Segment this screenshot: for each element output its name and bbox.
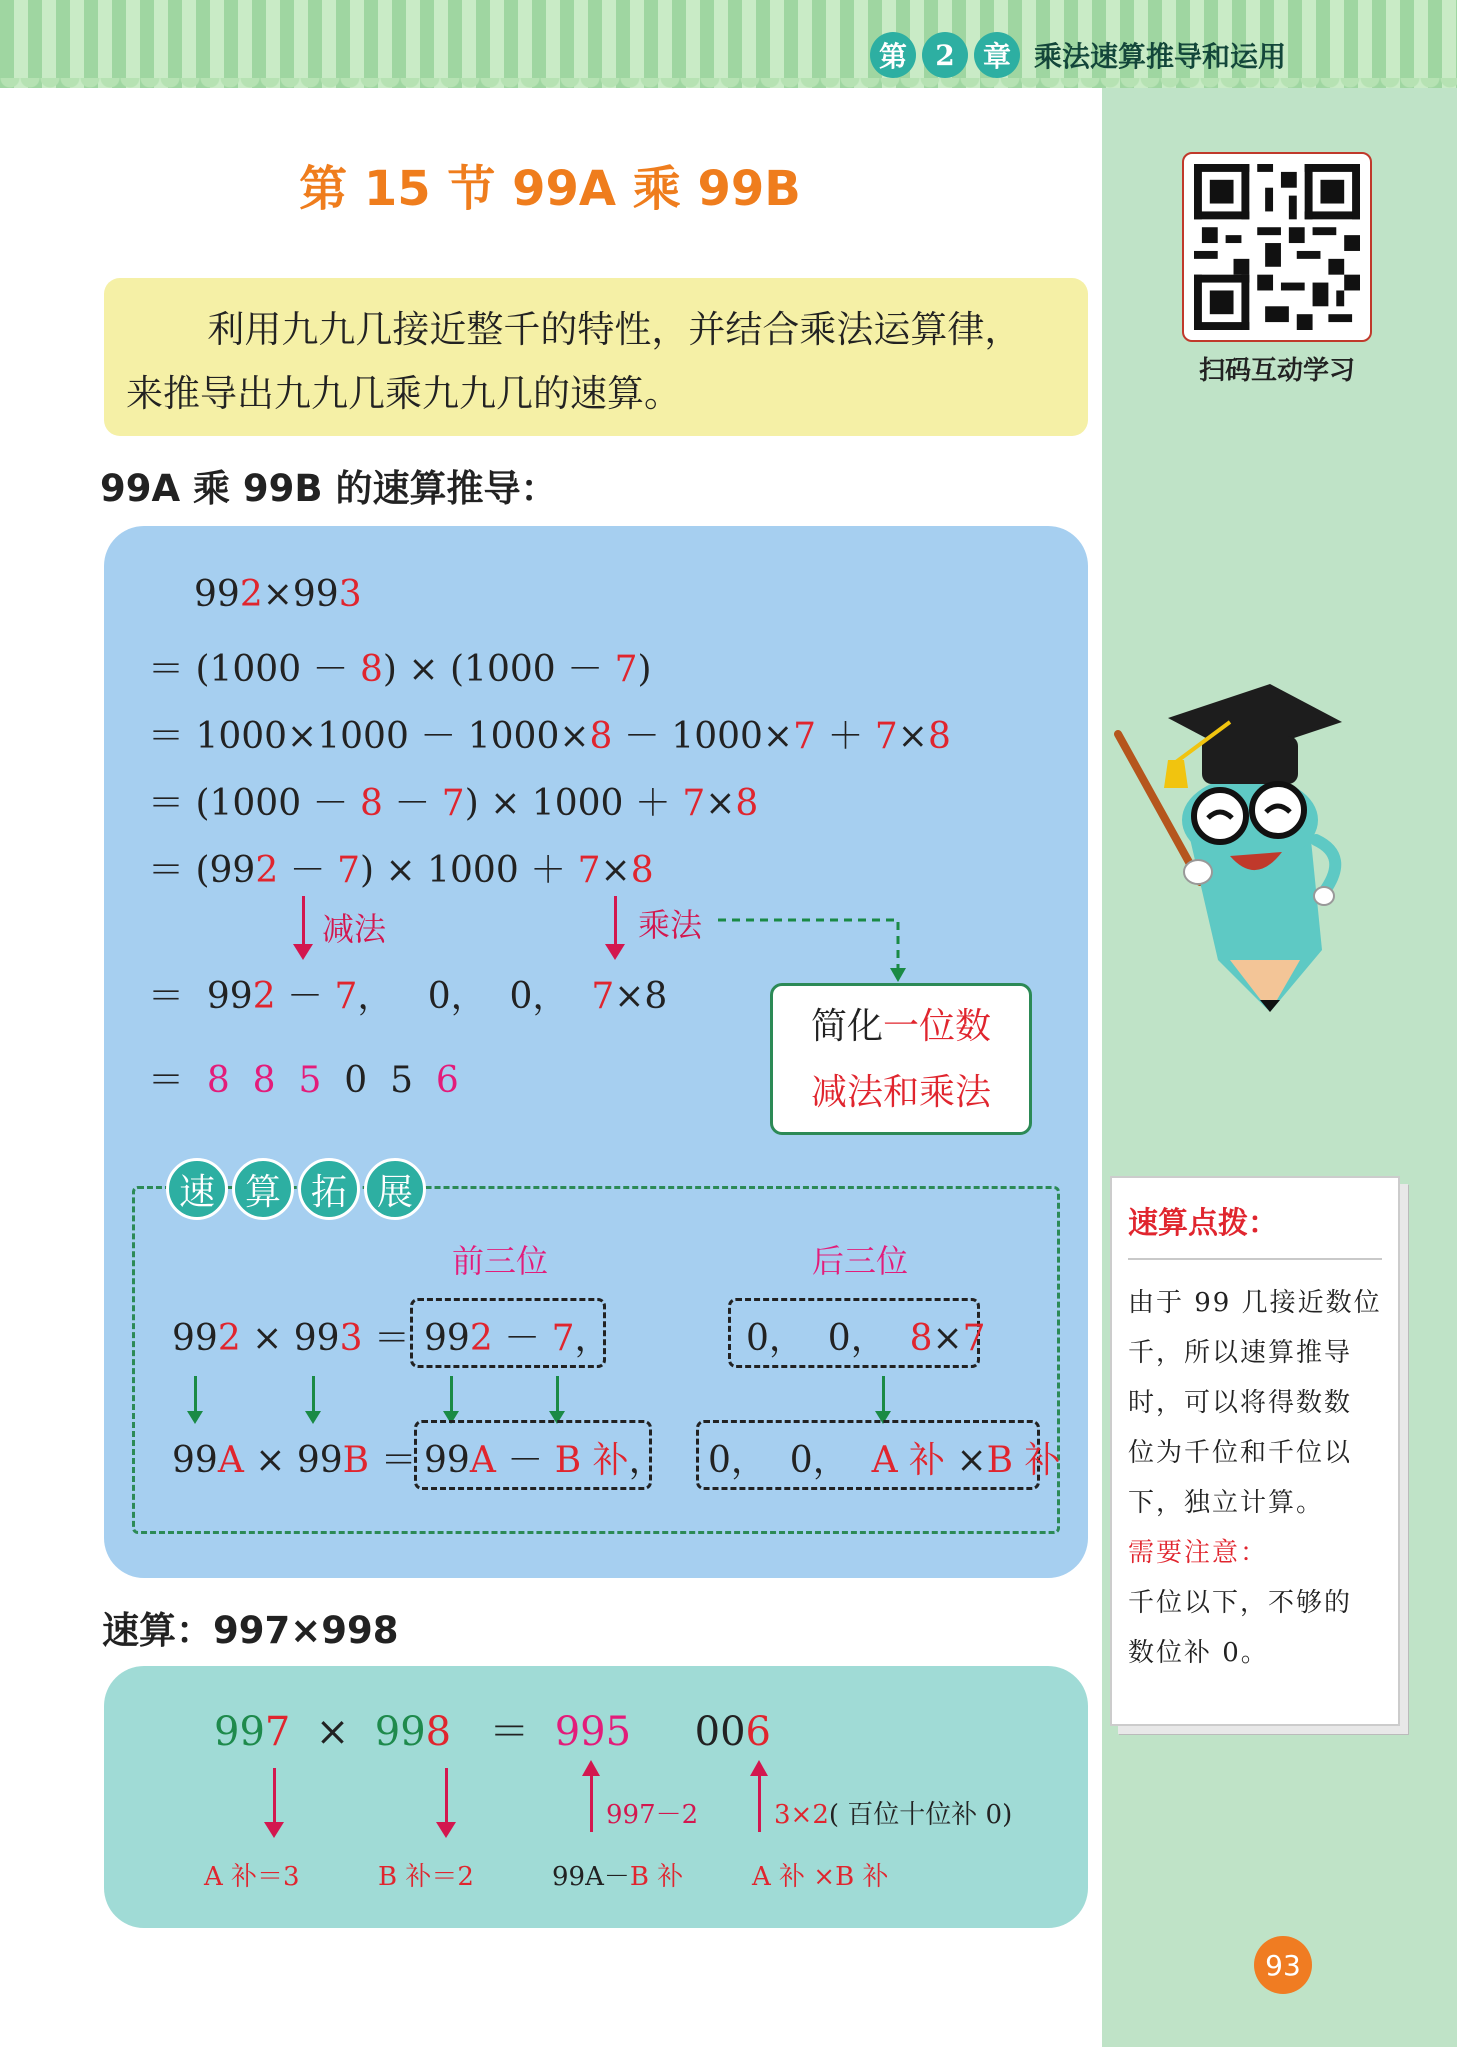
page-number: 93 bbox=[1254, 1936, 1312, 1994]
label-subtraction: 减法 bbox=[322, 910, 387, 948]
quick-expression: 997 × 998 ＝ 995 006 bbox=[214, 1709, 771, 1755]
chapter-prefix: 第 bbox=[870, 32, 916, 78]
label-multiplication: 乘法 bbox=[638, 906, 703, 944]
extension-row-1-front: 992 － 7， bbox=[424, 1318, 611, 1359]
green-arrow-5 bbox=[882, 1376, 885, 1412]
chapter-number: 2 bbox=[922, 32, 968, 78]
tips-card bbox=[1110, 1176, 1400, 1726]
quick-label-a: A 补＝3 bbox=[204, 1862, 300, 1892]
tips-line-5: 下，独立计算。 bbox=[1128, 1488, 1325, 1518]
extension-row-1: 992 × 993 ＝ bbox=[172, 1318, 410, 1359]
quick-arrow-d bbox=[758, 1774, 761, 1832]
tips-line-3: 时，可以将得数数 bbox=[1128, 1388, 1353, 1418]
quick-label-d: A 补 ×B 补 bbox=[752, 1862, 889, 1892]
extension-row-2: 99A × 99B ＝ bbox=[172, 1440, 417, 1481]
tips-line-1: 由于 99 几接近数位 bbox=[1128, 1288, 1382, 1318]
section-title: 第 15 节 99A 乘 99B bbox=[299, 161, 801, 217]
intro-line-1: 利用九九几接近整千的特性，并结合乘法运算律， bbox=[207, 308, 1022, 351]
qr-label: 扫码互动学习 bbox=[1198, 356, 1355, 386]
extension-title bbox=[166, 1158, 430, 1220]
tips-line-4: 位为千位和千位以 bbox=[1128, 1438, 1353, 1468]
intro-line-2: 来推导出九九几乘九九几的速算。 bbox=[126, 372, 681, 415]
extension-row-1-back: 0， 0， 8×7 bbox=[746, 1318, 986, 1359]
chapter-title: 乘法速算推导和运用 bbox=[1034, 40, 1287, 73]
quick-label-b: B 补＝2 bbox=[378, 1862, 474, 1892]
derivation-line-6: ＝ 992 － 7， 0， 0， 7×8 bbox=[148, 976, 668, 1017]
simplify-text-3: 减法和乘法 bbox=[810, 1072, 991, 1113]
green-arrow-4 bbox=[556, 1376, 559, 1412]
tips-body bbox=[1128, 1278, 1382, 1678]
tips-divider bbox=[1128, 1258, 1382, 1260]
simplify-text-1: 简化 bbox=[810, 1006, 883, 1047]
tips-line-2: 千，所以速算推导 bbox=[1128, 1338, 1353, 1368]
qr-code[interactable] bbox=[1182, 152, 1372, 342]
derivation-line-5: ＝ (992 － 7) × 1000 ＋ 7×8 bbox=[148, 850, 654, 891]
quick-note-2: 3×2( 百位十位补 0) bbox=[774, 1800, 1013, 1830]
front-three-label: 前三位 bbox=[452, 1242, 549, 1280]
derivation-line-2: ＝ (1000 － 8) × (1000 － 7) bbox=[148, 649, 652, 690]
quick-label-c: 99A－B 补 bbox=[552, 1862, 684, 1892]
tips-title: 速算点拨： bbox=[1128, 1206, 1278, 1241]
derivation-line-1: 992×993 bbox=[194, 574, 362, 615]
green-arrow-3 bbox=[450, 1376, 453, 1412]
back-three-label: 后三位 bbox=[812, 1242, 909, 1280]
dashed-connector-arrow bbox=[716, 910, 906, 986]
tips-note-line-2: 数位补 0。 bbox=[1128, 1638, 1269, 1668]
extension-char-3: 拓 bbox=[298, 1158, 360, 1220]
quick-arrow-b bbox=[445, 1768, 448, 1824]
pencil-mascot-icon bbox=[1110, 660, 1390, 1020]
derivation-heading: 99A 乘 99B 的速算推导： bbox=[100, 467, 558, 510]
simplify-text-2: 一位数 bbox=[883, 1006, 992, 1047]
chapter-header bbox=[870, 30, 1286, 80]
chapter-suffix: 章 bbox=[974, 32, 1020, 78]
quick-arrow-c bbox=[590, 1774, 593, 1832]
extension-char-2: 算 bbox=[232, 1158, 294, 1220]
extension-row-2-back: 0， 0， A 补 ×B 补 bbox=[708, 1440, 1061, 1481]
extension-char-1: 速 bbox=[166, 1158, 228, 1220]
quick-note-1: 997－2 bbox=[606, 1800, 699, 1830]
tips-note-line-1: 千位以下，不够的 bbox=[1128, 1588, 1353, 1618]
green-arrow-2 bbox=[312, 1376, 315, 1412]
tips-note-title: 需要注意： bbox=[1128, 1538, 1269, 1568]
intro-box bbox=[104, 278, 1088, 436]
down-arrow-multiplication bbox=[614, 896, 617, 946]
qr-code-icon bbox=[1194, 164, 1360, 330]
simplify-note-box bbox=[770, 983, 1032, 1135]
green-arrow-1 bbox=[194, 1376, 197, 1412]
extension-char-4: 展 bbox=[364, 1158, 426, 1220]
quick-arrow-a bbox=[273, 1768, 276, 1824]
quick-heading: 速算：997×998 bbox=[102, 1609, 399, 1652]
derivation-line-3: ＝ 1000×1000 － 1000×8 － 1000×7 ＋ 7×8 bbox=[148, 716, 951, 757]
derivation-line-4: ＝ (1000 － 8 － 7) × 1000 ＋ 7×8 bbox=[148, 783, 759, 824]
derivation-line-7: ＝ 8 8 5 0 5 6 bbox=[148, 1060, 459, 1101]
extension-row-2-front: 99A － B 补， bbox=[424, 1440, 665, 1481]
down-arrow-subtraction bbox=[302, 896, 305, 946]
